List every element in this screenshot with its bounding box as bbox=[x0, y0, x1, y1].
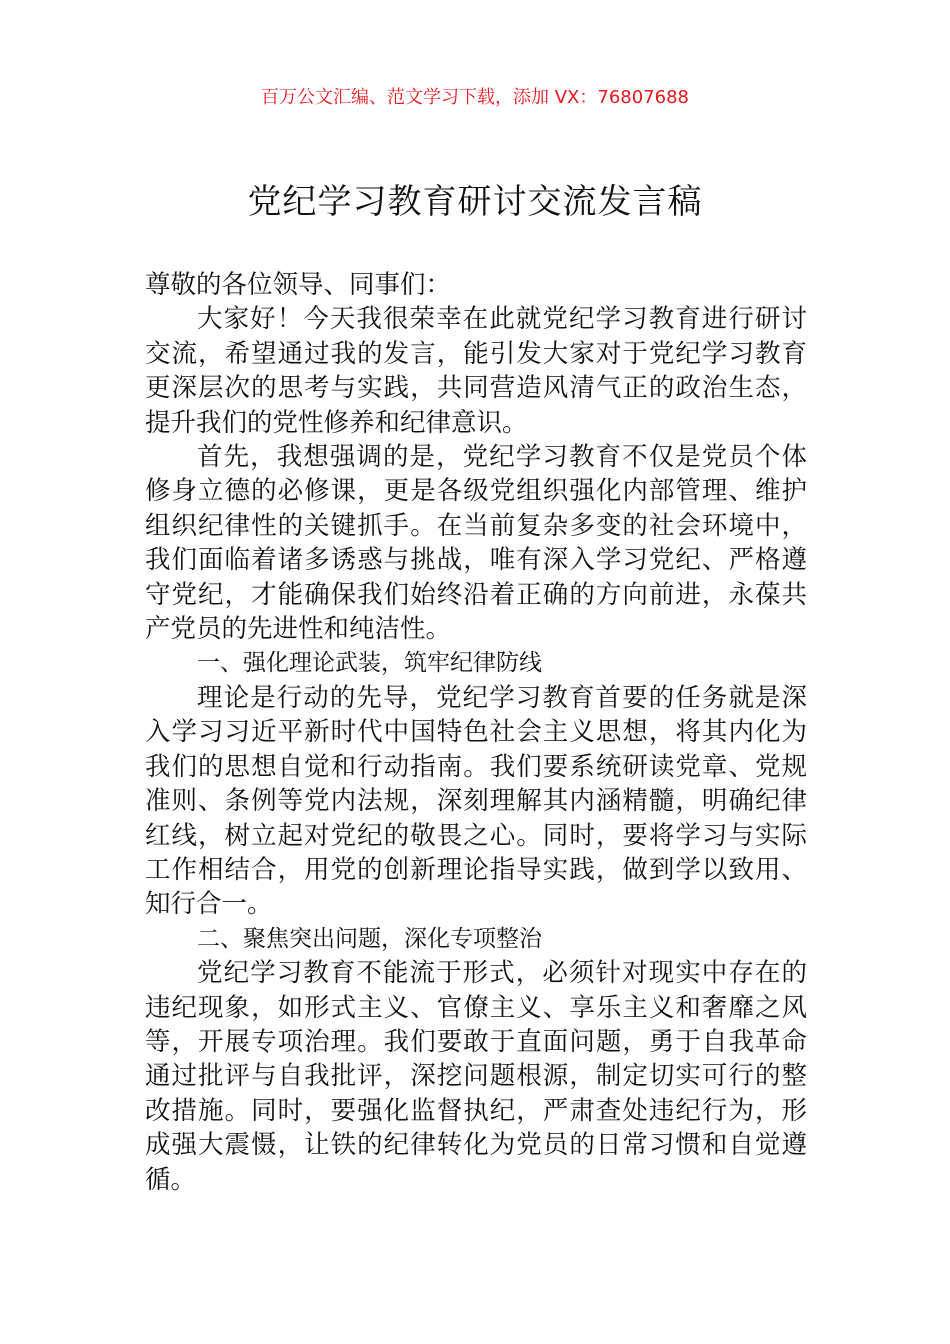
paragraph-greeting: 大家好！今天我很荣幸在此就党纪学习教育进行研讨交流，希望通过我的发言，能引发大家对于党纪学习教育更深层次的思考与实践，共同营造风清气正的政治生态，提升我们的党性修养和纪律意识。 bbox=[145, 304, 807, 438]
section-heading-2: 二、聚焦突出问题，深化专项整治 bbox=[197, 925, 542, 952]
paragraph-first: 首先，我想强调的是，党纪学习教育不仅是党员个体修身立德的必修课，更是各级党组织强化内部管理、维护组织纪律性的关键抓手。在当前复杂多变的社会环境中，我们面临着诸多诱惑与挑战，唯有深入学习党纪、严格遵守党纪，才能确保我们始终沿着正确的方向前进，永葆共产党员的先进性和纯洁性。 bbox=[145, 442, 807, 645]
salutation: 尊敬的各位领导、同事们： bbox=[145, 270, 452, 300]
section-text-2: 党纪学习教育不能流于形式，必须针对现实中存在的违纪现象，如形式主义、官僚主义、享乐主义和奢靡之风等，开展专项治理。我们要敢于直面问题，勇于自我革命通过批评与自我批评，深挖问题根源，制定切实可行的整改措施。同时，要强化监督执纪，严肃查处违纪行为，形成强大震慑，让铁的纪律转化为党员的日常习惯和自觉遵循。 bbox=[145, 958, 807, 1195]
section-text-1: 理论是行动的先导，党纪学习教育首要的任务就是深入学习习近平新时代中国特色社会主义思想，将其内化为我们的思想自觉和行动指南。我们要系统研读党章、党规准则、条例等党内法规，深刻理解其内涵精髓，明确纪律红线，树立起对党纪的敬畏之心。同时，要将学习与实际工作相结合，用党的创新理论指导实践，做到学以致用、知行合一。 bbox=[145, 682, 807, 920]
section-heading-1: 一、强化理论武装，筑牢纪律防线 bbox=[197, 650, 542, 677]
header-note: 百万公文汇编、范文学习下载，添加 VX：76807688 bbox=[261, 87, 689, 108]
page-title: 党纪学习教育研讨交流发言稿 bbox=[247, 182, 703, 222]
document-body bbox=[145, 268, 807, 1197]
